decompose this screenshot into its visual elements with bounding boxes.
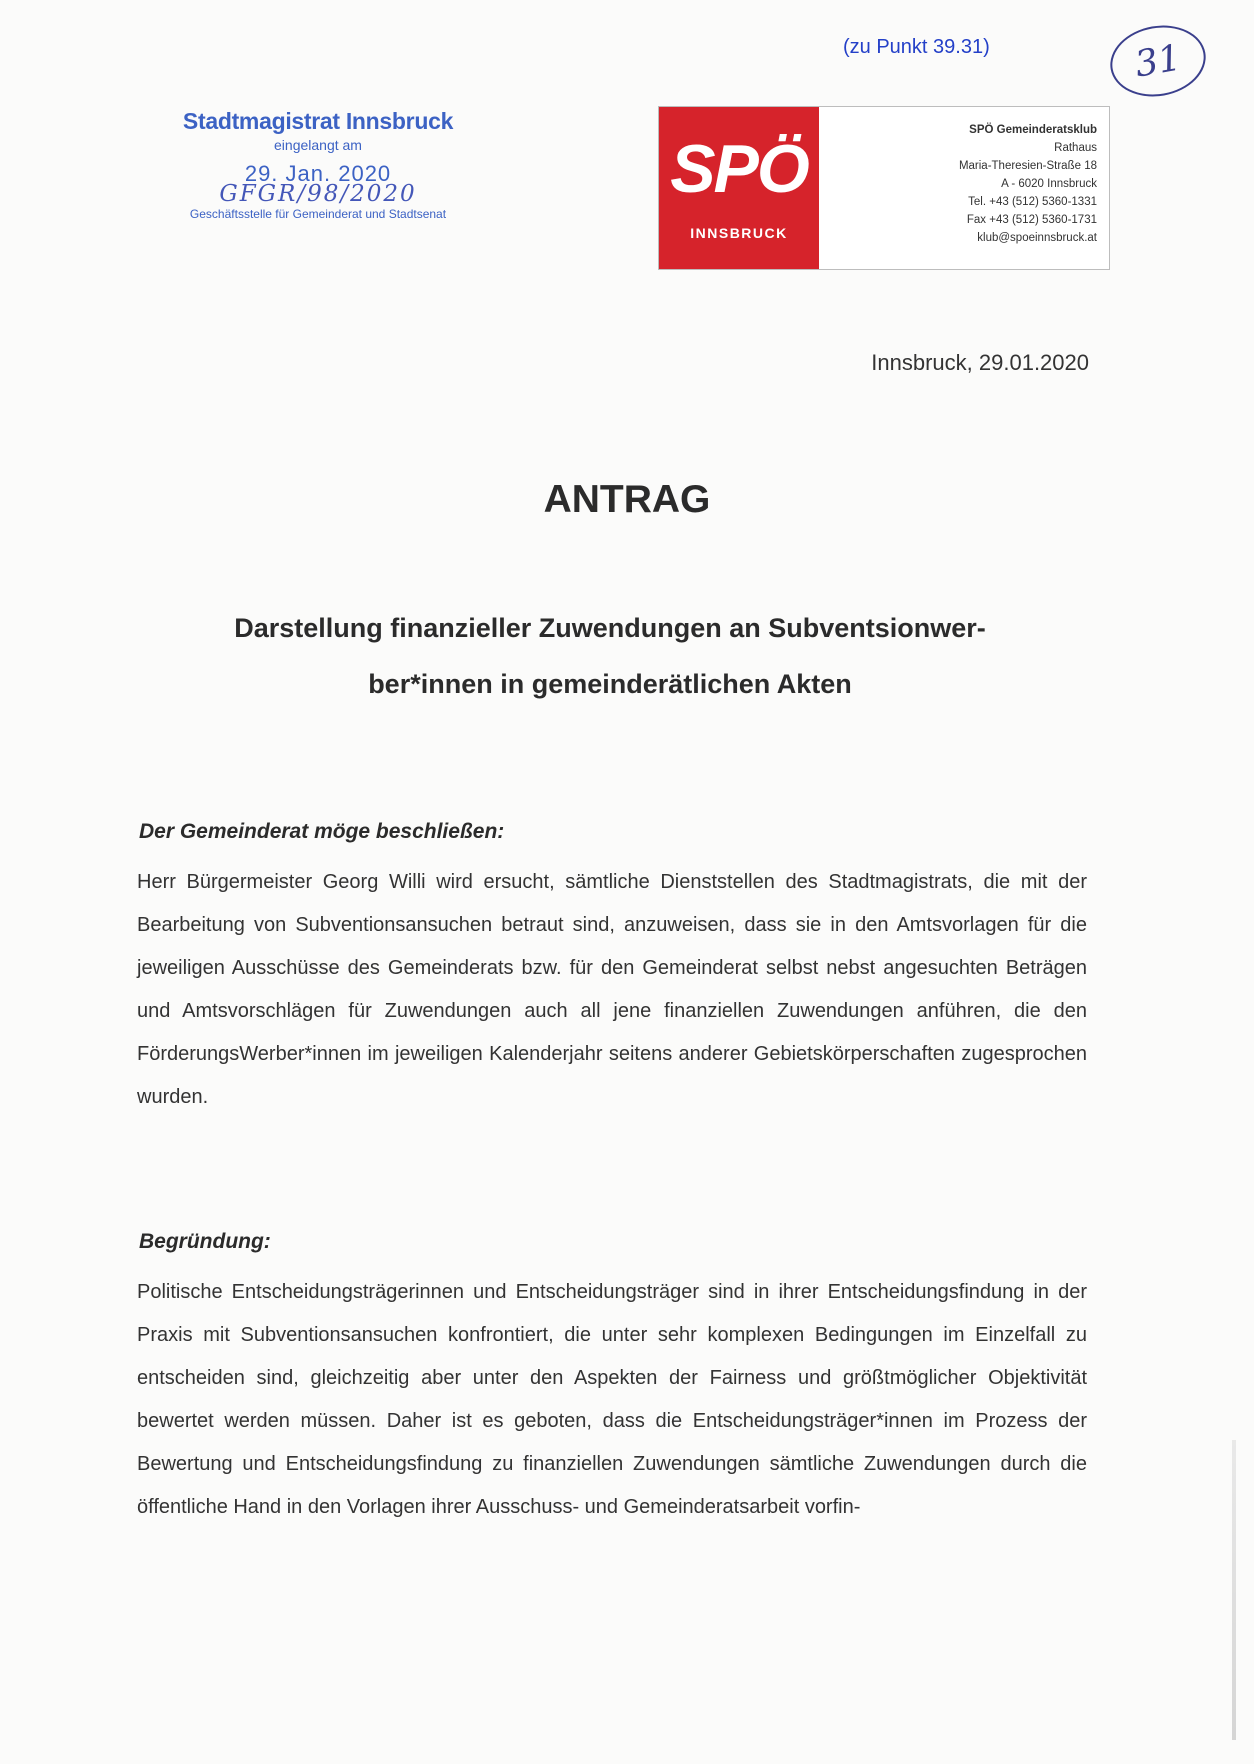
letterhead bbox=[658, 106, 1110, 270]
stamp-office: Geschäftsstelle für Gemeinderat und Stadtsenat bbox=[189, 207, 447, 221]
contact-building: Rathaus bbox=[1054, 142, 1097, 154]
reasoning-text: Politische Entscheidungsträgerinnen und Entscheidungsträger sind in ihrer Entscheidungsfindung in der Praxis mit Subventionsansuchen konfrontiert, die unter sehr komplexen Bedingungen im Einzelfall zu entscheiden sind, gleichzeitig aber unter den Aspekten der Fairness und größtmöglicher Objektivität bewertet werden müssen. Daher ist es geboten, dass die Entscheidungsträger*innen im Prozess der Bewertung und Entscheidungsfindung zu finanziellen Zuwendungen sämtliche Zuwendungen durch die öffentliche Hand in den Vorlagen ihrer Ausschuss- und Gemeinderatsarbeit vorfin- bbox=[137, 1281, 1087, 1518]
reasoning-heading: Begründung: bbox=[139, 1230, 271, 1253]
agenda-reference-note: (zu Punkt 39.31) bbox=[843, 36, 990, 58]
page-number: 31 bbox=[1131, 36, 1185, 86]
place-and-date: Innsbruck, 29.01.2020 bbox=[871, 350, 1089, 375]
contact-street: Maria-Theresien-Straße 18 bbox=[958, 160, 1097, 172]
contact-phone: Tel. +43 (512) 5360-1331 bbox=[968, 196, 1097, 208]
contact-city: A - 6020 Innsbruck bbox=[1001, 178, 1097, 190]
stamp-received-label: eingelangt am bbox=[274, 137, 362, 153]
logo-text: SPÖ bbox=[670, 131, 808, 207]
club-name: SPÖ Gemeinderatsklub bbox=[969, 124, 1097, 136]
resolution-text: Herr Bürgermeister Georg Willi wird ersucht, sämtliche Dienststellen des Stadtmagistrats, die mit der Bearbeitung von Subventionsansuchen betraut sind, anzuweisen, dass sie in den Amtsvorlagen für die jeweiligen Ausschüsse des Gemeinderats bzw. für den Gemeinderat selbst nebst angesuchten Beträgen und Amtsvorschlägen für Zuwendungen auch all jene finanziellen Zuwendungen anführen, die den FörderungsWerber*innen im jeweiligen Kalenderjahr seitens anderer Gebietskörperschaften zugesprochen wurden. bbox=[137, 871, 1087, 1108]
spo-logo bbox=[659, 107, 819, 269]
document-subject bbox=[140, 600, 1080, 712]
contact-email: klub@spoeinnsbruck.at bbox=[977, 232, 1097, 244]
handwritten-page-number bbox=[1105, 18, 1212, 104]
stamp-organization: Stadtmagistrat Innsbruck bbox=[182, 108, 454, 134]
club-contact-block bbox=[819, 107, 1109, 269]
subject-line: Darstellung finanzieller Zuwendungen an Subventsionwer- bbox=[234, 613, 986, 643]
stamp-reference-number: GFGR/98/2020 bbox=[219, 181, 417, 207]
stamp-date: 29. Jan. 2020 bbox=[244, 161, 392, 186]
logo-subtitle: INNSBRUCK bbox=[690, 225, 788, 241]
document-title: ANTRAG bbox=[543, 478, 711, 521]
receipt-stamp bbox=[168, 108, 468, 221]
resolution-heading: Der Gemeinderat möge beschließen: bbox=[139, 820, 505, 843]
subject-line: ber*innen in gemeinderätlichen Akten bbox=[368, 669, 852, 699]
contact-fax: Fax +43 (512) 5360-1731 bbox=[966, 214, 1097, 226]
